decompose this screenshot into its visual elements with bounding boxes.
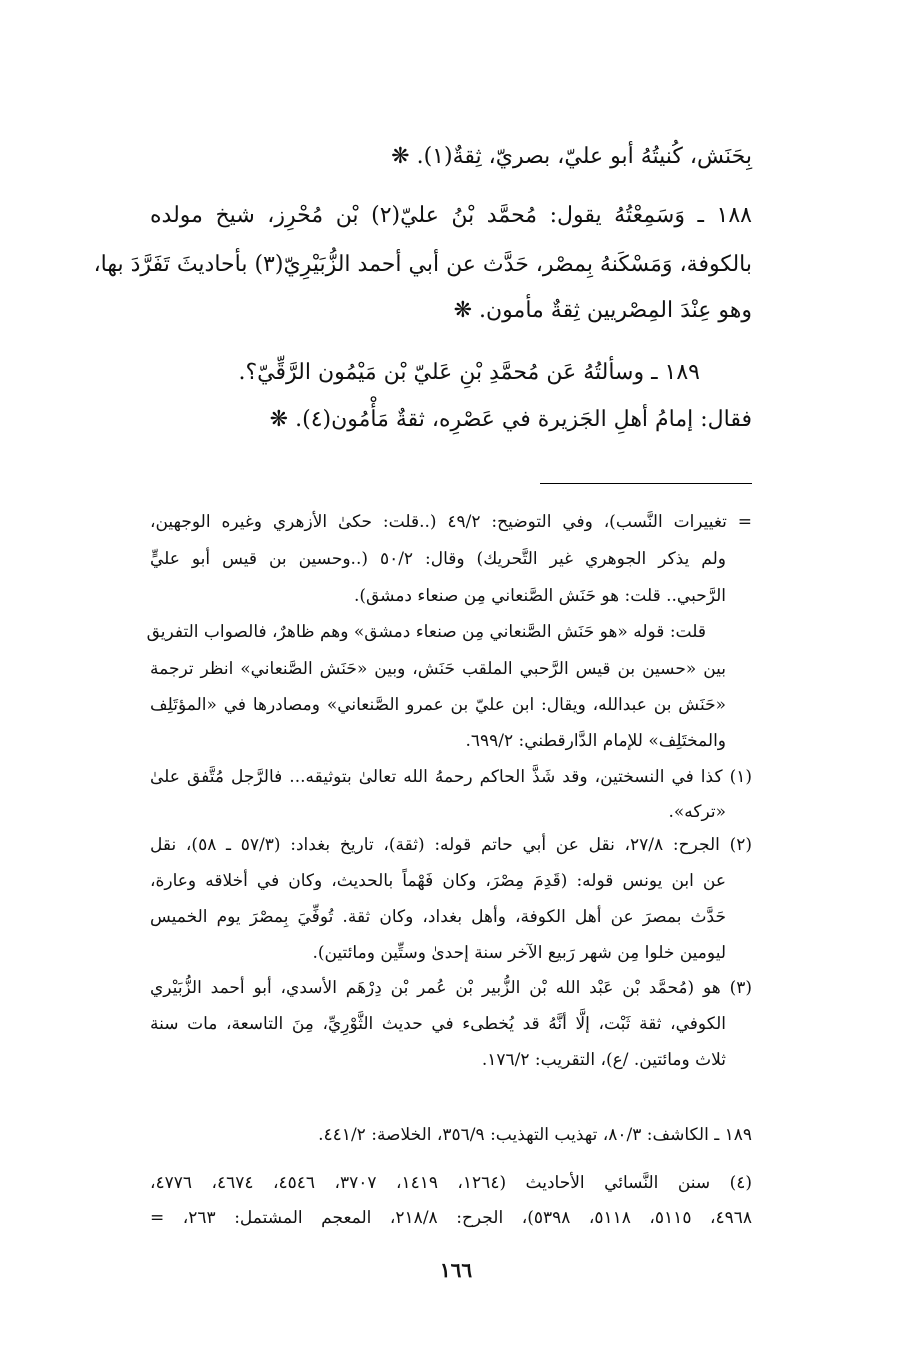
footnote-line: عن ابن يونس قوله: (قَدِمَ مِصْرَ، وكان فَهْماً بالحديث، وكان في أخلاقه وعارة، xyxy=(150,871,726,891)
main-text-line: ١٨٩ ـ وسألتُهُ عَن مُحمَّدِ بْنِ عَليّ بْن مَيْمُون الرَّقِّيّ؟. xyxy=(238,360,700,385)
main-text-line: بالكوفة، وَمَسْكَنهُ بِمصْر، حَدَّث عن أبي أحمد الزُّبَيْرِيّ(٣) بأحاديثَ تَفَرَّدَ بها، xyxy=(93,252,752,277)
footnote-line: ١٨٩ ـ الكاشف: ٨٠/٣، تهذيب التهذيب: ٣٥٦/٩، الخلاصة: ٤٤١/٢. xyxy=(318,1125,752,1145)
main-text-line: بِحَنَش، كُنيتُهُ أبو عليّ، بصريّ، ثِقةٌ(١). ❋ xyxy=(391,144,752,169)
footnote-line: حَدَّث بمصرَ عن أهل الكوفة، وأهل بغداد، وكان ثقة. تُوفِّيَ بِمصْرَ يوم الخميس xyxy=(150,907,726,927)
footnote-line: (٤) سنن النَّسائي الأحاديث (١٢٦٤، ١٤١٩، ٣٧٠٧، ٤٥٤٦، ٤٦٧٤، ٤٧٧٦، xyxy=(150,1173,753,1193)
main-text-line: فقال: إمامُ أهلِ الجَزيرة في عَصْرِه، ثقةٌ مَأْمُون(٤). ❋ xyxy=(269,407,752,432)
footnote-line: ليومين خلوا مِن شهر رَبيع الآخر سنة إحدىٰ وستِّين ومائتين). xyxy=(312,943,726,963)
footnote-line: قلت: قوله «هو حَنَش الصَّنعاني مِن صنعاء دمشق» وهم ظاهرٌ، فالصواب التفريق xyxy=(146,622,706,642)
footnote-line: (٣) هو (مُحمَّد بْن عَبْد الله بْن الزُّبير بْن عُمر بْن دِرْهَم الأسدي، أبو أحمد الزُّبَيْري xyxy=(150,978,752,998)
footnote-line: والمختَلِف» للإمام الدَّارقطني: ٦٩٩/٢. xyxy=(465,731,726,751)
footnote-line: بين «حسين بن قيس الرَّحبي الملقب حَنَش، وبين «حَنَش الصَّنعاني» انظر ترجمة xyxy=(150,659,726,679)
footnote-divider xyxy=(540,483,752,484)
footnote-line: ثلاث ومائتين. /ع)، التقريب: ١٧٦/٢. xyxy=(481,1050,726,1070)
page-number: ١٦٦ xyxy=(439,1258,473,1282)
footnote-line: «حَنَش بن عبدالله، ويقال: ابن عليّ بن عمرو الصَّنعاني» ومصادرها في «المؤتَلِف xyxy=(150,695,726,715)
footnote-line: = تغييرات النَّسب)، وفي التوضيح: ٤٩/٢ (..قلت: حكىٰ الأزهري وغيره الوجهين، xyxy=(150,512,752,532)
footnote-line: ولم يذكر الجوهري غير التَّحريك) وقال: ٥٠/٢ (..وحسين بن قيس أبو عليٍّ xyxy=(150,549,726,569)
footnote-line: الكوفي، ثقة ثَبْت، إلَّا أنَّهُ قد يُخطىء في حديث الثَّوْرِيِّ، مِنَ التاسعة، مات سنة xyxy=(150,1014,726,1034)
footnote-line: الرَّحبي.. قلت: هو حَنَش الصَّنعاني مِن صنعاء دمشق). xyxy=(353,586,726,606)
main-text-line: وهو عِنْدَ المِصْريين ثِقةٌ مأمون. ❋ xyxy=(453,298,752,323)
footnote-line: (٢) الجرح: ٢٧/٨، نقل عن أبي حاتم قوله: (ثقة)، تاريخ بغداد: (٥٧/٣ ـ ٥٨)، نقل xyxy=(150,835,752,855)
footnote-line: (١) كذا في النسختين، وقد شَذَّ الحاكم رحمهُ الله تعالىٰ بتوثيقه... فالرَّجل مُتَّفق علىٰ xyxy=(150,767,752,787)
footnote-line: ٤٩٦٨، ٥١١٥، ٥١١٨، ٥٣٩٨)، الجرح: ٢١٨/٨، المعجم المشتمل: ٢٦٣، = xyxy=(150,1208,752,1228)
footnote-line: «تركه». xyxy=(668,802,726,822)
main-text-line: ١٨٨ ـ وَسَمِعْتُهُ يقول: مُحمَّد بْنُ عليّ(٢) بْن مُحْرِز، شيخ مولده xyxy=(150,203,752,228)
